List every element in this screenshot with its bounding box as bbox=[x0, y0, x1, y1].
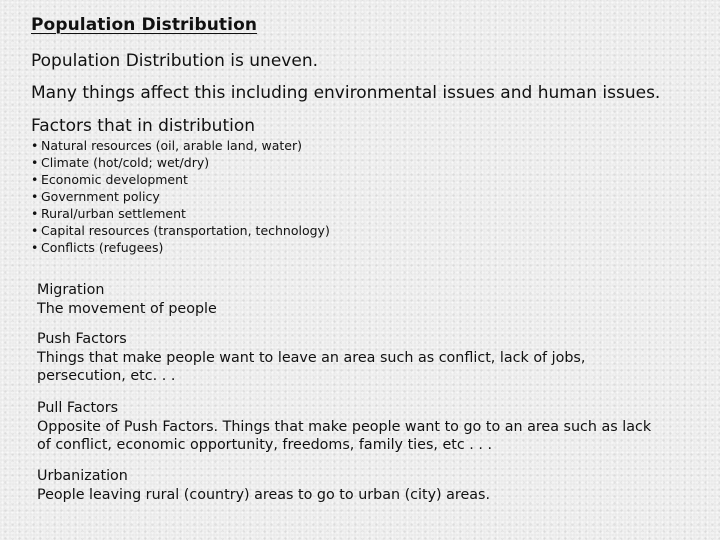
pull-factors-line-2: of conflict, economic opportunity, freedoms, family ties, etc . . . bbox=[37, 437, 493, 453]
list-item bbox=[31, 222, 330, 239]
factors-heading: Factors that in distribution bbox=[31, 116, 256, 136]
factor-list bbox=[31, 137, 330, 256]
push-factors-line-1: Things that make people want to leave an area such as conflict, lack of jobs, bbox=[37, 349, 586, 366]
list-item bbox=[31, 171, 330, 188]
list-item-text: Natural resources (oil, arable land, water) bbox=[41, 138, 303, 153]
page-title: Population Distribution bbox=[31, 15, 258, 35]
urbanization-definition: People leaving rural (country) areas to go to urban (city) areas. bbox=[37, 486, 491, 503]
list-item-text: Economic development bbox=[41, 172, 188, 187]
bullet-icon: • bbox=[31, 240, 39, 255]
push-factors-section bbox=[37, 330, 585, 386]
bullet-icon: • bbox=[31, 155, 39, 170]
bullet-icon: • bbox=[31, 223, 39, 238]
bullet-icon: • bbox=[31, 206, 39, 221]
list-item bbox=[31, 239, 330, 256]
list-item-text: Government policy bbox=[41, 189, 160, 204]
migration-section bbox=[37, 281, 217, 318]
list-item bbox=[31, 137, 330, 154]
list-item-text: Capital resources (transportation, technology) bbox=[41, 223, 330, 238]
list-item-text: Climate (hot/cold; wet/dry) bbox=[41, 155, 210, 170]
list-item bbox=[31, 205, 330, 222]
push-factors-heading: Push Factors bbox=[37, 331, 127, 347]
pull-factors-section bbox=[37, 399, 651, 455]
push-factors-line-2: persecution, etc. . . bbox=[37, 368, 176, 384]
migration-definition: The movement of people bbox=[37, 300, 217, 317]
intro-line-1: Population Distribution is uneven. bbox=[31, 51, 318, 71]
list-item bbox=[31, 188, 330, 205]
urbanization-heading: Urbanization bbox=[37, 468, 128, 484]
list-item-text: Rural/urban settlement bbox=[41, 206, 186, 221]
list-item-text: Conflicts (refugees) bbox=[41, 240, 164, 255]
pull-factors-heading: Pull Factors bbox=[37, 400, 119, 416]
urbanization-section bbox=[37, 467, 490, 504]
bullet-icon: • bbox=[31, 189, 39, 204]
bullet-icon: • bbox=[31, 172, 39, 187]
bullet-icon: • bbox=[31, 138, 39, 153]
pull-factors-line-1: Opposite of Push Factors. Things that make people want to go to an area such as lack bbox=[37, 418, 652, 435]
intro-line-2: Many things affect this including environmental issues and human issues. bbox=[31, 83, 661, 103]
migration-heading: Migration bbox=[37, 282, 105, 298]
list-item bbox=[31, 154, 330, 171]
